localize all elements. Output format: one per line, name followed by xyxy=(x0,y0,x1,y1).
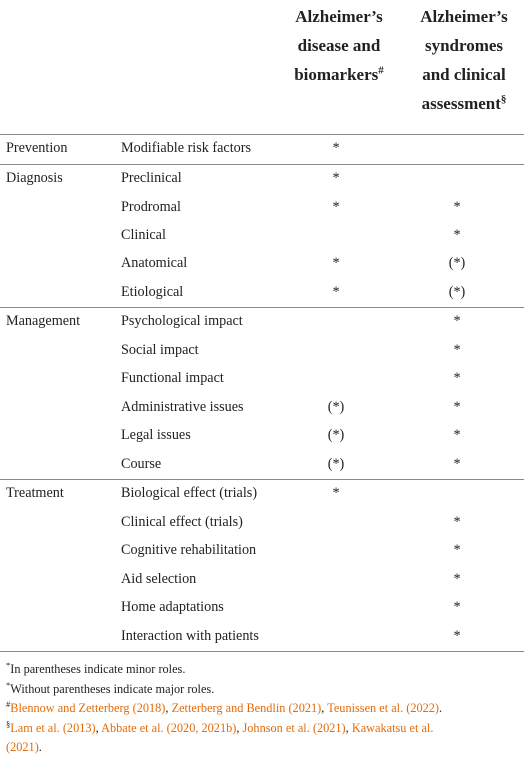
column-header-line: disease and xyxy=(297,36,381,55)
separator: , xyxy=(95,720,102,735)
column-header-line: Alzheimer’s xyxy=(295,7,383,26)
reference-link[interactable]: Blennow and Zetterberg (2018) xyxy=(10,701,166,715)
row-item: Administrative issues xyxy=(121,399,244,415)
column-header-line: and clinical xyxy=(422,65,506,84)
clinical-role-mark: * xyxy=(453,342,461,358)
clinical-role-mark: * xyxy=(453,227,461,243)
group-divider xyxy=(0,307,524,308)
column-header-text: biomarkers xyxy=(294,65,379,84)
table-row xyxy=(0,450,524,478)
column-header-clinical xyxy=(405,2,523,118)
biomarker-role-mark: * xyxy=(332,199,340,215)
table-row xyxy=(0,221,524,249)
footnote-major xyxy=(6,680,521,700)
footnote-marker: # xyxy=(6,698,11,709)
table-row xyxy=(0,593,524,621)
table-row xyxy=(0,479,524,507)
row-category: Treatment xyxy=(6,485,64,501)
table-row xyxy=(0,193,524,221)
footnote-text: In parentheses indicate minor roles. xyxy=(10,662,186,676)
reference-link[interactable]: Lam et al. (2013) xyxy=(10,720,96,735)
table-row xyxy=(0,421,524,449)
table-row xyxy=(0,508,524,536)
clinical-role-mark: (*) xyxy=(448,284,466,300)
biomarker-role-mark: * xyxy=(332,140,340,156)
table-row xyxy=(0,249,524,277)
row-item: Interaction with patients xyxy=(121,628,259,644)
separator: . xyxy=(38,740,42,754)
biomarker-role-mark: (*) xyxy=(327,399,345,415)
footnote-marker: § xyxy=(6,718,11,729)
table-row xyxy=(0,536,524,564)
clinical-role-mark: (*) xyxy=(448,255,466,271)
separator: . xyxy=(439,701,443,715)
footnote-marker: # xyxy=(378,64,384,77)
table-row xyxy=(0,565,524,593)
clinical-role-mark: * xyxy=(453,599,461,615)
reference-link[interactable]: Kawakatsu et al. xyxy=(351,720,434,735)
reference-link[interactable]: Abbate et al. (2020, 2021b) xyxy=(101,720,237,735)
column-header-biomarkers xyxy=(276,2,402,89)
separator: , xyxy=(165,701,172,715)
row-category: Management xyxy=(6,313,81,329)
table-row xyxy=(0,622,524,650)
table-row xyxy=(0,336,524,364)
footnote-biomarker-refs xyxy=(6,699,521,719)
row-item: Clinical xyxy=(121,227,166,243)
reference-link[interactable]: (2021) xyxy=(6,740,39,754)
table-row xyxy=(0,278,524,306)
biomarker-role-mark: * xyxy=(332,255,340,271)
row-item: Functional impact xyxy=(121,370,224,386)
biomarker-role-mark: (*) xyxy=(327,427,345,443)
table-row xyxy=(0,164,524,192)
row-item: Social impact xyxy=(121,342,199,358)
table-bottom-rule xyxy=(0,651,524,652)
column-header-line xyxy=(276,60,402,89)
group-divider xyxy=(0,164,524,165)
footnote-marker: * xyxy=(6,659,11,670)
row-item: Etiological xyxy=(121,284,184,300)
footnote-marker: * xyxy=(6,679,11,690)
footnote-minor xyxy=(6,660,521,680)
clinical-role-mark: * xyxy=(453,399,461,415)
clinical-role-mark: * xyxy=(453,456,461,472)
clinical-role-mark: * xyxy=(453,427,461,443)
clinical-role-mark: * xyxy=(453,571,461,587)
column-header-line xyxy=(405,89,523,118)
footnote-clinical-refs-cont xyxy=(6,738,521,758)
table-row xyxy=(0,307,524,335)
reference-link[interactable]: Teunissen et al. (2022) xyxy=(327,701,440,715)
column-header-line: Alzheimer’s xyxy=(420,7,508,26)
row-item: Prodromal xyxy=(121,199,181,215)
table-row xyxy=(0,393,524,421)
group-divider xyxy=(0,479,524,480)
biomarker-role-mark: * xyxy=(332,170,340,186)
column-header-text: assessment xyxy=(421,94,501,113)
row-item: Biological effect (trials) xyxy=(121,485,258,501)
reference-link[interactable]: Johnson et al. (2021) xyxy=(242,720,346,735)
clinical-role-mark: * xyxy=(453,514,461,530)
row-category: Diagnosis xyxy=(6,170,63,186)
row-item: Legal issues xyxy=(121,427,191,443)
row-item: Modifiable risk factors xyxy=(121,140,252,156)
clinical-role-mark: * xyxy=(453,628,461,644)
clinical-role-mark: * xyxy=(453,370,461,386)
separator: , xyxy=(236,720,243,735)
clinical-role-mark: * xyxy=(453,542,461,558)
separator: , xyxy=(321,701,328,715)
table-row xyxy=(0,364,524,392)
clinical-role-mark: * xyxy=(453,199,461,215)
table-header xyxy=(0,0,524,128)
row-item: Cognitive rehabilitation xyxy=(121,542,257,558)
footnote-marker: § xyxy=(500,93,507,106)
row-item: Home adaptations xyxy=(121,599,224,615)
table-footnotes xyxy=(6,660,521,758)
biomarker-role-mark: * xyxy=(332,284,340,300)
biomarker-role-mark: (*) xyxy=(327,456,345,472)
reference-link[interactable]: Zetterberg and Bendlin (2021) xyxy=(171,701,322,715)
row-item: Anatomical xyxy=(121,255,188,271)
separator: , xyxy=(345,720,352,735)
row-item: Course xyxy=(121,456,162,472)
clinical-role-mark: * xyxy=(453,313,461,329)
table-row xyxy=(0,134,524,162)
column-header-line: syndromes xyxy=(424,36,504,55)
row-category: Prevention xyxy=(6,140,68,156)
footnote-text: Without parentheses indicate major roles. xyxy=(10,681,215,696)
row-item: Clinical effect (trials) xyxy=(121,514,243,530)
row-item: Psychological impact xyxy=(121,313,243,329)
row-item: Preclinical xyxy=(121,170,182,186)
biomarker-role-mark: * xyxy=(332,485,340,501)
row-item: Aid selection xyxy=(121,571,197,587)
footnote-clinical-refs xyxy=(6,719,521,739)
